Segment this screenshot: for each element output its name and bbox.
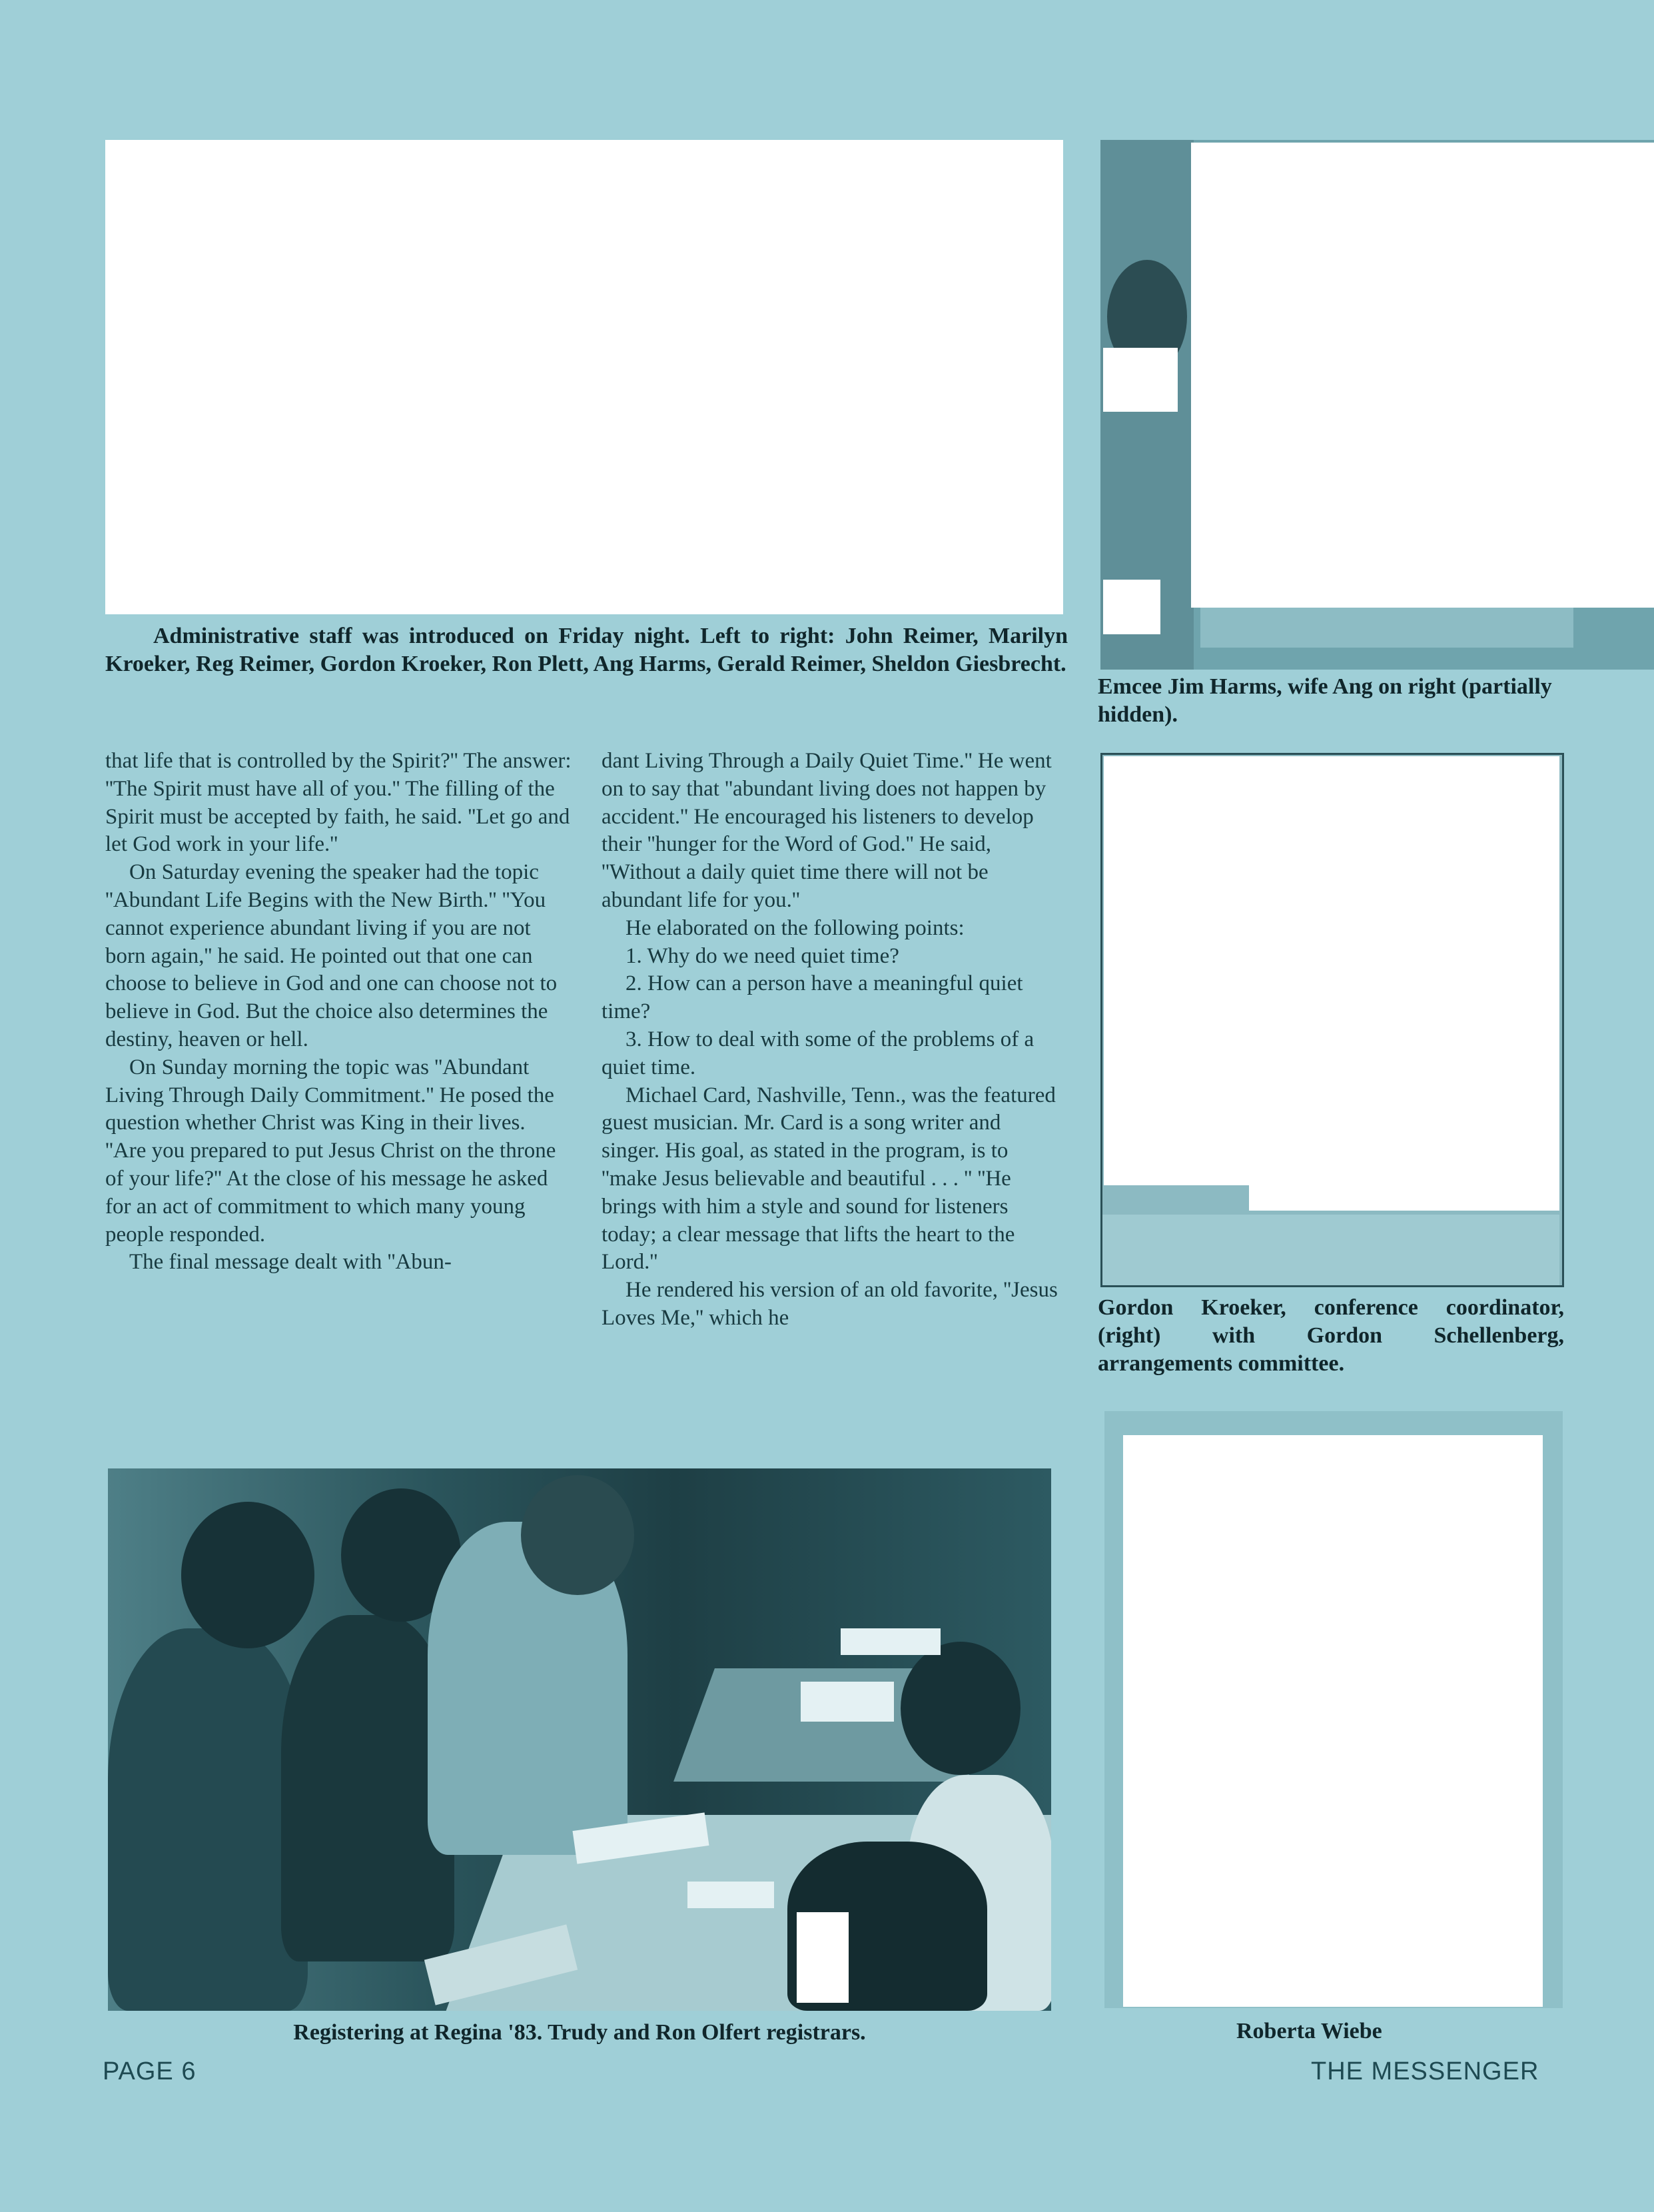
paragraph: On Saturday evening the speaker had the topic ''Abundant Life Begins with the New Birth.'' ''You cannot experience abundant living if you are not born again,'' he said. He pointed out that one can choose to believe in God and one can choose not to believe in God. But the choice also determines the destiny, heaven or hell. xyxy=(105,860,558,1051)
page-number: PAGE 6 xyxy=(103,2057,197,2085)
paragraph: The final message dealt with ''Abun- xyxy=(129,1250,452,1275)
paragraph: Michael Card, Nashville, Tenn., was the featured guest musician. Mr. Card is a song writer and singer. His goal, as stated in the program, is to ''make Jesus believable and beautiful . . . '' ''He brings with him a style and sound for listeners today; a clear message that lifts the heart to the Lord.'' xyxy=(602,1083,1056,1275)
roberta-wiebe-photo xyxy=(1104,1411,1563,2008)
paragraph: He elaborated on the following points: xyxy=(625,915,965,940)
article-column-2 xyxy=(602,748,1061,1333)
paragraph: On Sunday morning the topic was ''Abundant Living Through Daily Commitment.'' He posed the question whether Christ was King in their lives. ''Are you prepared to put Jesus Christ on the throne of your life?'' At the close of his message he asked for an act of commitment to which many young people responded. xyxy=(105,1055,556,1247)
coordinator-caption: Gordon Kroeker, conference coordinator, (right) with Gordon Schellenberg, arrangements committee. xyxy=(1098,1295,1564,1376)
list-item: 2. How can a person have a meaningful quiet time? xyxy=(602,971,1023,1024)
publication-name: THE MESSENGER xyxy=(1311,2057,1539,2085)
registering-photo xyxy=(108,1468,1051,2011)
paragraph: that life that is controlled by the Spirit?'' The answer: ''The Spirit must have all of you.'' The filling of the Spirit must be accepted by faith, he said. ''Let go and let God work in your life.'' xyxy=(105,749,572,857)
coordinator-photo xyxy=(1100,753,1564,1287)
registering-caption: Registering at Regina '83. Trudy and Ron Olfert registrars. xyxy=(293,2020,866,2045)
emcee-photo xyxy=(1100,140,1654,670)
admin-staff-caption: Administrative staff was introduced on Friday night. Left to right: John Reimer, Marilyn Kroeker, Reg Reimer, Gordon Kroeker, Ron Plett, Ang Harms, Gerald Reimer, Sheldon Giesbrecht. xyxy=(105,624,1068,676)
roberta-caption: Roberta Wiebe xyxy=(1236,2019,1382,2043)
emcee-caption: Emcee Jim Harms, wife Ang on right (partially hidden). xyxy=(1098,674,1552,727)
list-item: 3. How to deal with some of the problems of a quiet time. xyxy=(602,1027,1034,1079)
paragraph: He rendered his version of an old favorite, ''Jesus Loves Me,'' which he xyxy=(602,1278,1058,1330)
article-column-1 xyxy=(105,748,572,1277)
admin-staff-photo xyxy=(105,140,1063,614)
paragraph: dant Living Through a Daily Quiet Time.'' He went on to say that ''abundant living does not happen by accident.'' He encouraged his listeners to develop their ''hunger for the Word of God.'' He said, ''Without a daily quiet time there will not be abundant life for you.'' xyxy=(602,749,1052,912)
list-item: 1. Why do we need quiet time? xyxy=(625,943,899,968)
